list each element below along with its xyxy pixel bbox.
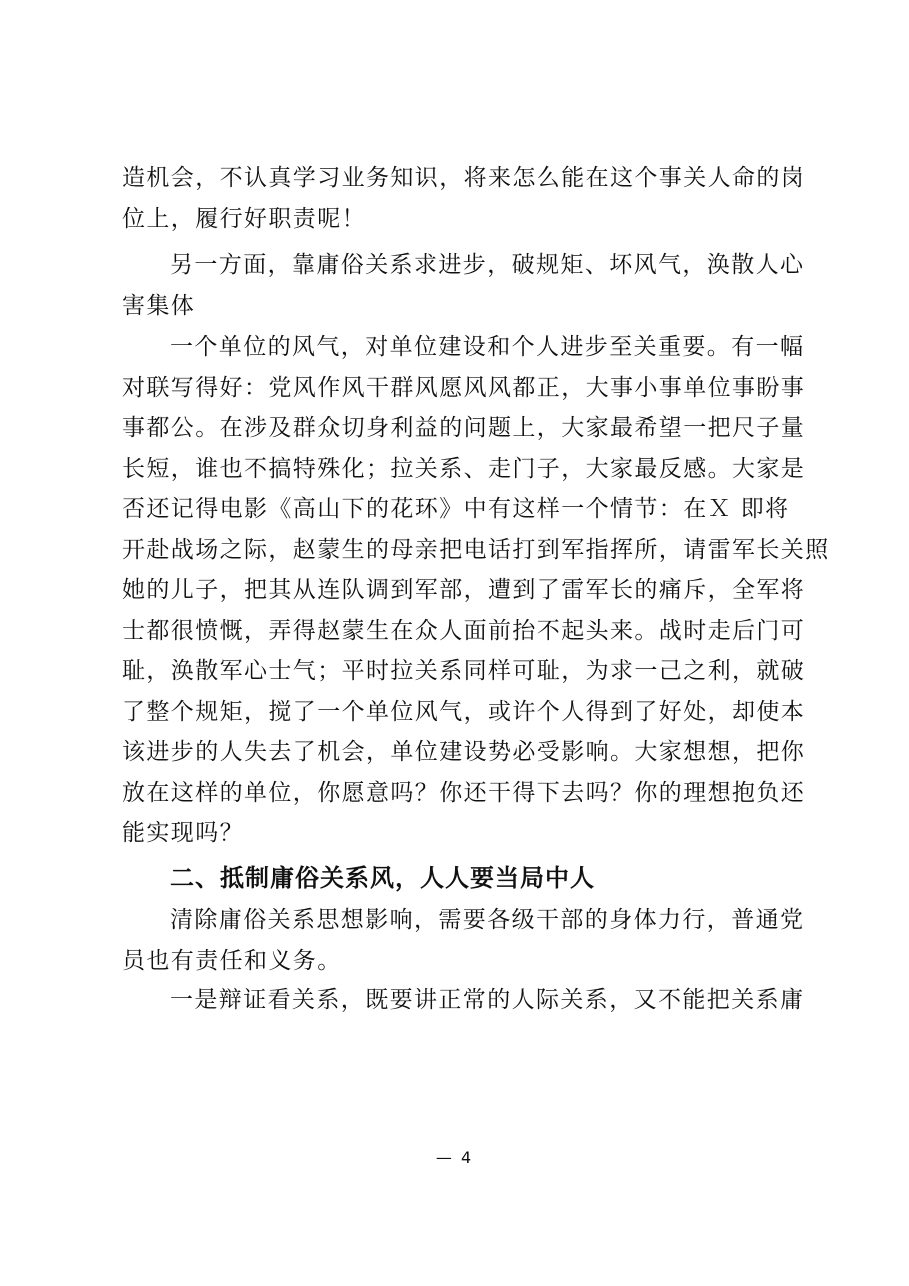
text-line: 害集体 bbox=[122, 292, 196, 319]
text-line: 她的儿子，把其从连队调到军部，遭到了雷军长的痛斥，全军将 bbox=[122, 577, 806, 603]
text-line: 一是辩证看关系，既要讲正常的人际关系，又不能把关系庸 bbox=[170, 987, 805, 1013]
text-line: 能实现吗？ bbox=[122, 820, 244, 846]
paragraph-body bbox=[122, 900, 812, 981]
text-line: 事都公。在涉及群众切身利益的问题上，大家最希望一把尺子量 bbox=[122, 415, 806, 441]
text-line: 对联写得好：党风作风干群风愿风风都正，大事小事单位事盼事 bbox=[122, 374, 806, 401]
text-line: 了整个规矩，搅了一个单位风气，或许个人得到了好处，却使本 bbox=[122, 698, 806, 725]
text-line: 位上，履行好职责呢！ bbox=[122, 205, 366, 232]
page-number: — 4 bbox=[435, 1148, 474, 1167]
text-line: 另一方面，靠庸俗关系求进步，破规矩、坏风气，涣散人心 bbox=[170, 252, 805, 278]
text-line: 一个单位的风气，对单位建设和个人进步至关重要。有一幅 bbox=[170, 334, 805, 360]
text-line: 该进步的人失去了机会，单位建设势必受影响。大家想想，把你 bbox=[122, 739, 806, 765]
text-line: 耻，涣散军心士气；平时拉关系同样可耻，为求一己之利，就破 bbox=[122, 658, 806, 684]
section-heading: 二、抵制庸俗关系风，人人要当局中人 bbox=[170, 864, 595, 892]
text-line: 放在这样的单位，你愿意吗？你还干得下去吗？你的理想抱负还 bbox=[122, 779, 806, 806]
paragraph-body bbox=[122, 980, 808, 1021]
paragraph-continuation bbox=[122, 158, 812, 239]
text-line: 长短，谁也不搞特殊化；拉关系、走门子，大家最反感。大家是 bbox=[122, 455, 806, 482]
paragraph-body bbox=[122, 327, 830, 854]
text-line: 员也有责任和义务。 bbox=[122, 947, 342, 974]
text-line: 士都很愤慨，弄得赵蒙生在众人面前抬不起头来。战时走后门可 bbox=[122, 617, 806, 644]
text-line: 造机会，不认真学习业务知识，将来怎么能在这个事关人命的岗 bbox=[122, 165, 806, 191]
text-line: 清除庸俗关系思想影响，需要各级干部的身体力行，普通党 bbox=[170, 907, 805, 933]
text-line: 开赴战场之际，赵蒙生的母亲把电话打到军指挥所，请雷军长关照 bbox=[122, 536, 830, 563]
paragraph-subheading bbox=[122, 245, 812, 326]
text-line: 否还记得电影《高山下的花环》中有这样一个情节：在Ｘ 即将 bbox=[122, 496, 790, 522]
